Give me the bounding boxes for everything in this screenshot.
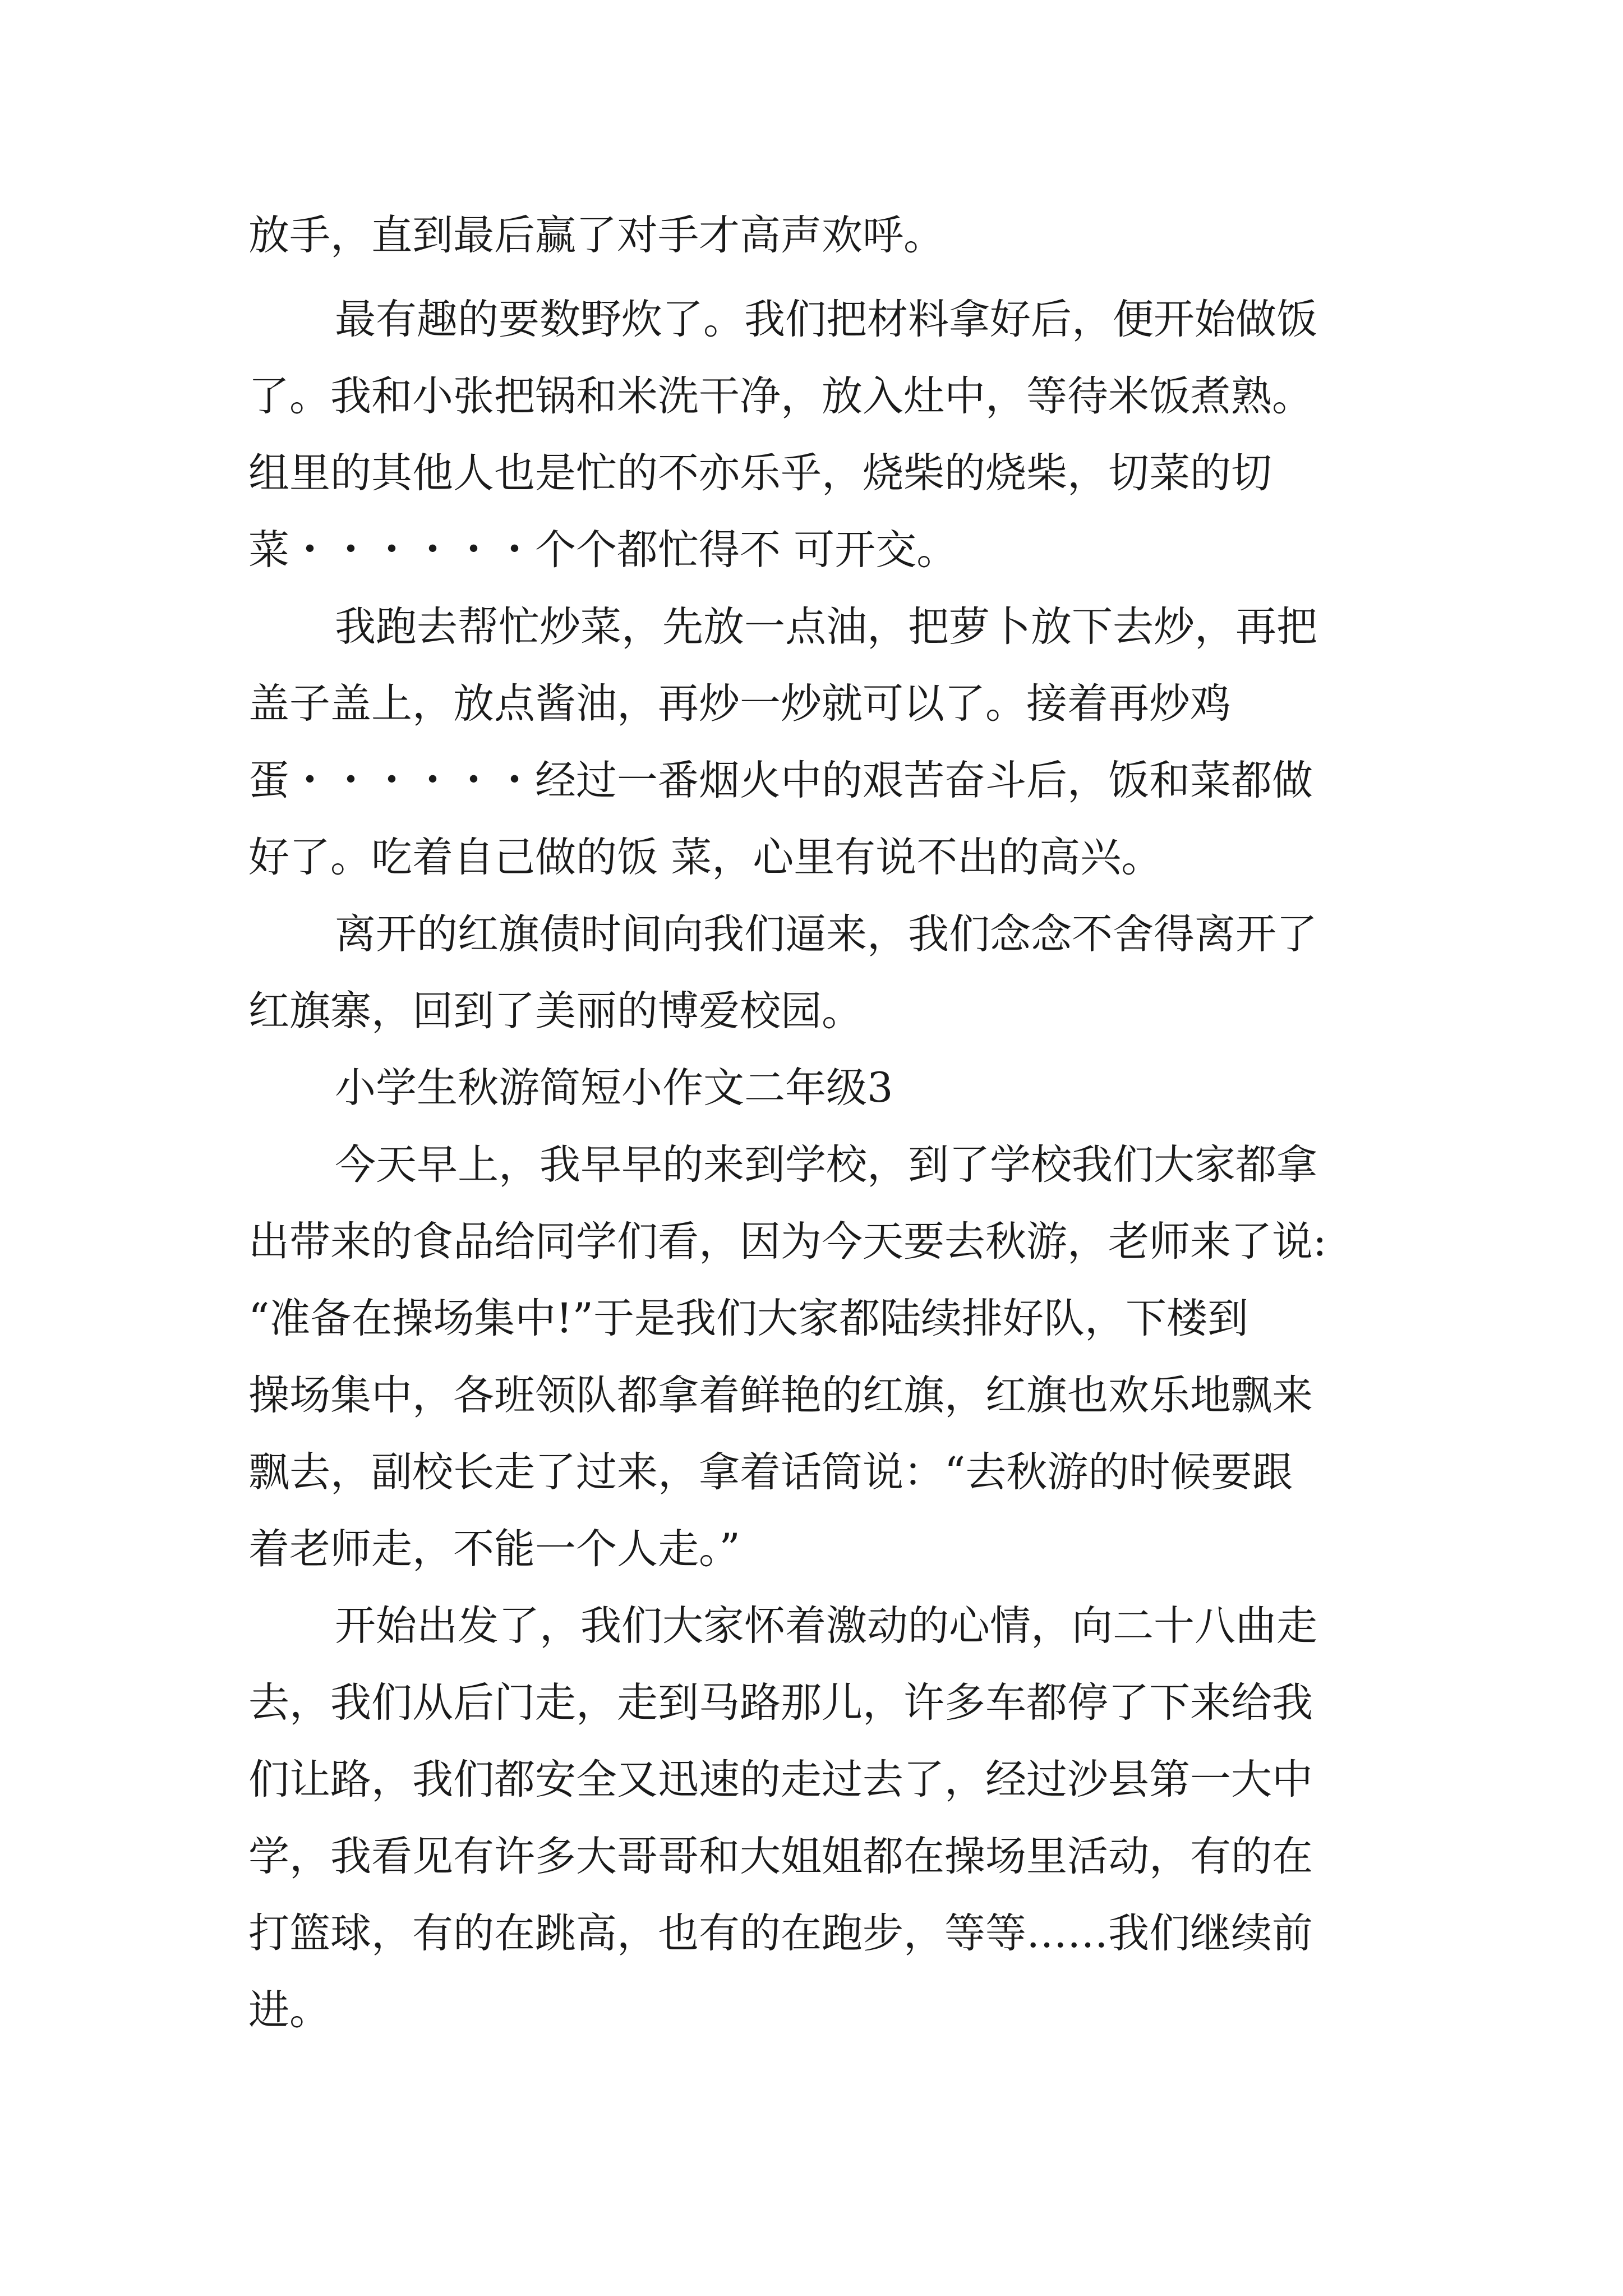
text-line: 组里的其他人也是忙的不亦乐乎，烧柴的烧柴，切菜的切 bbox=[248, 449, 1272, 497]
text-line: 打篮球，有的在跳高，也有的在跑步，等等……我们继续前 bbox=[248, 1910, 1313, 1957]
text-line: 放手，直到最后赢了对手才高声欢呼。 bbox=[248, 211, 944, 259]
paragraph-first-line: 最有趣的要数野炊了。我们把材料拿好后，便开始做饭 bbox=[335, 296, 1317, 343]
text-line: 着老师走，不能一个人走。” bbox=[248, 1525, 740, 1573]
text-line: 飘去，副校长走了过来，拿着话筒说：“去秋游的时候要跟 bbox=[248, 1448, 1293, 1496]
text-line: 了。我和小张把锅和米洗干净，放入灶中，等待米饭煮熟。 bbox=[248, 372, 1313, 420]
text-line: 去，我们从后门走，走到马路那儿，许多车都停了下来给我 bbox=[248, 1679, 1313, 1727]
text-line: 菜・・・・・・个个都忙得不 可开交。 bbox=[248, 526, 958, 574]
paragraph-first-line: 开始出发了，我们大家怀着激动的心情，向二十八曲走 bbox=[335, 1602, 1317, 1650]
text-line: 们让路，我们都安全又迅速的走过去了，经过沙县第一大中 bbox=[248, 1756, 1313, 1803]
text-line: 操场集中，各班领队都拿着鲜艳的红旗，红旗也欢乐地飘来 bbox=[248, 1372, 1313, 1419]
text-line: 盖子盖上，放点酱油，再炒一炒就可以了。接着再炒鸡 bbox=[248, 680, 1231, 728]
text-line: 出带来的食品给同学们看，因为今天要去秋游，老师来了说: bbox=[248, 1218, 1327, 1266]
text-line: 蛋・・・・・・经过一番烟火中的艰苦奋斗后，饭和菜都做 bbox=[248, 757, 1313, 804]
text-line: 好了。吃着自己做的饭 菜，心里有说不出的高兴。 bbox=[248, 834, 1163, 881]
paragraph-first-line: 离开的红旗债时间向我们逼来，我们念念不舍得离开了 bbox=[335, 910, 1317, 958]
paragraph-first-line: 我跑去帮忙炒菜，先放一点油，把萝卜放下去炒，再把 bbox=[335, 603, 1317, 651]
text-line: 学，我看见有许多大哥哥和大姐姐都在操场里活动，有的在 bbox=[248, 1833, 1313, 1880]
paragraph-first-line: 今天早上，我早早的来到学校，到了学校我们大家都拿 bbox=[335, 1141, 1317, 1189]
text-line: 红旗寨，回到了美丽的博爱校园。 bbox=[248, 987, 863, 1035]
text-line: 进。 bbox=[248, 1986, 330, 2034]
section-heading: 小学生秋游简短小作文二年级3 bbox=[335, 1064, 893, 1112]
text-line: “准备在操场集中!”于是我们大家都陆续排好队，下楼到 bbox=[248, 1295, 1248, 1342]
